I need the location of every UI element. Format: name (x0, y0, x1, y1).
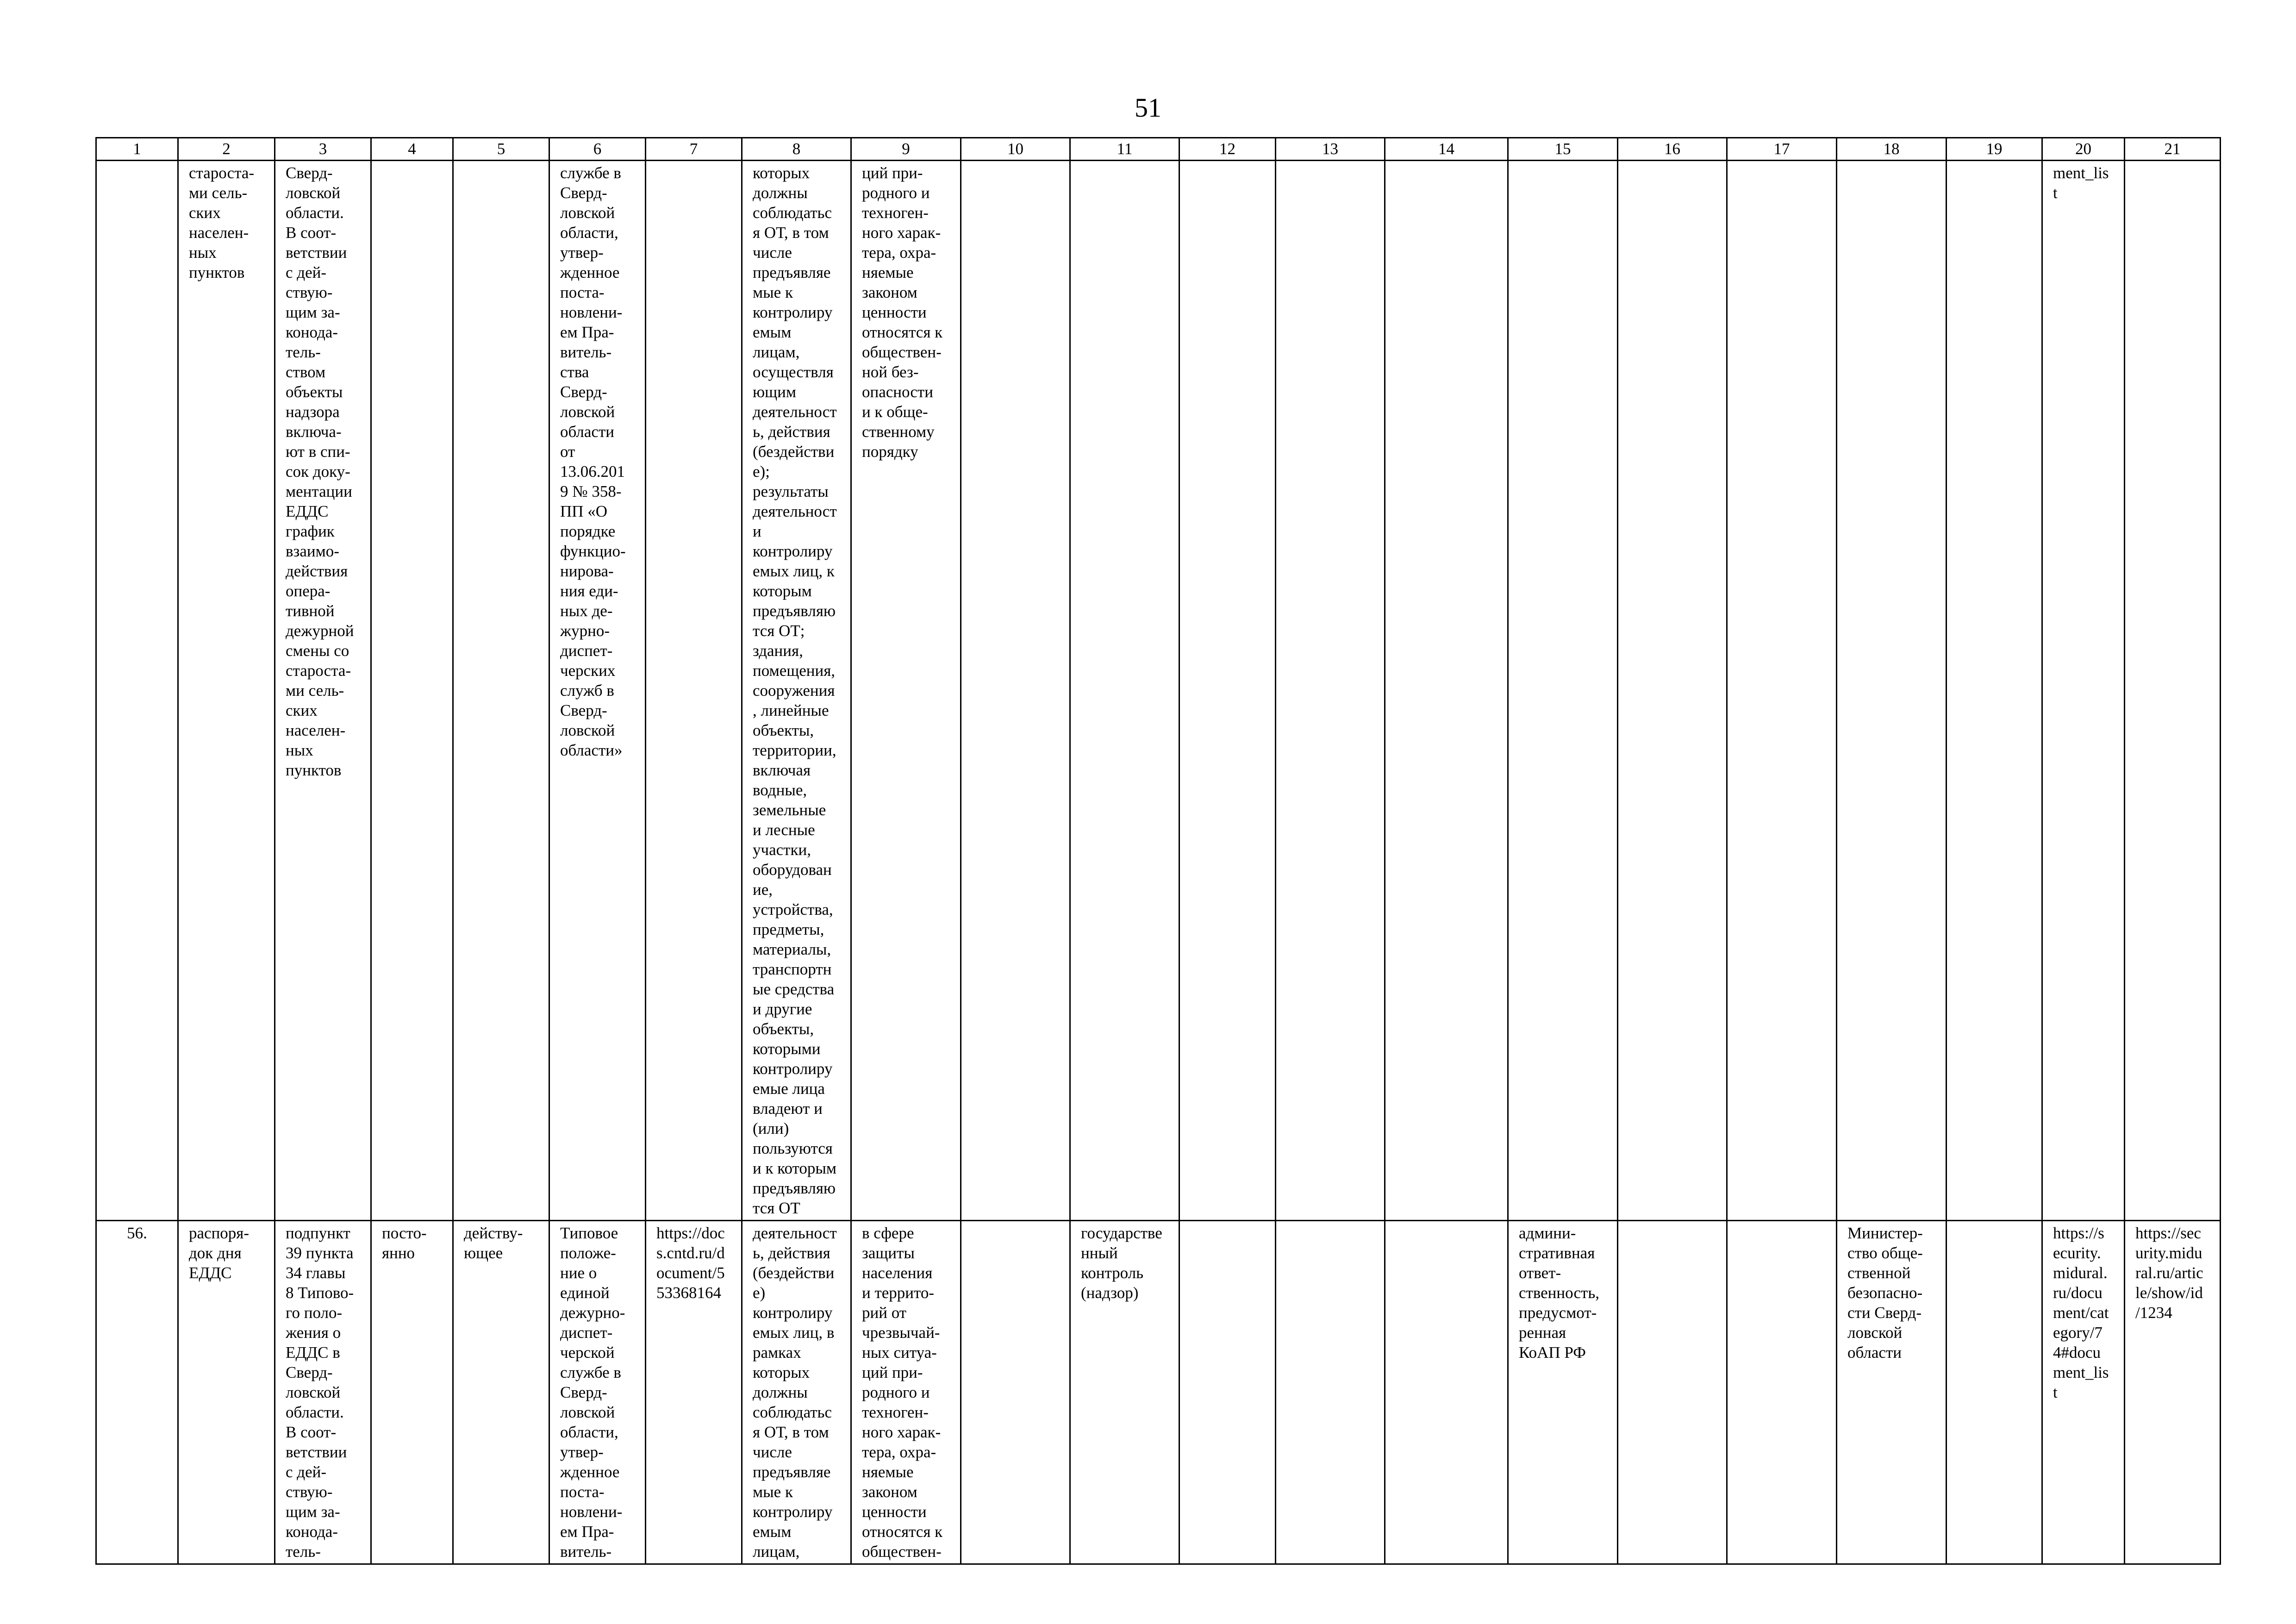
column-header: 18 (1837, 138, 1947, 161)
column-header: 8 (742, 138, 851, 161)
table-cell (1179, 1221, 1276, 1564)
table-cell (1618, 161, 1727, 1221)
column-header: 3 (275, 138, 371, 161)
table-cell: Типовое положе- ние о единой дежурно- диспет- черской службе в Сверд- ловской области, утвер- жденное поста- новлени- ем Пра- витель- (549, 1221, 646, 1564)
table-cell: посто- янно (371, 1221, 453, 1564)
column-header: 13 (1276, 138, 1385, 161)
table-cell: ment_lis t (2042, 161, 2125, 1221)
column-header: 9 (851, 138, 961, 161)
column-header: 14 (1385, 138, 1508, 161)
column-header: 10 (961, 138, 1070, 161)
table-cell: подпункт 39 пункта 34 главы 8 Типово- го поло- жения о ЕДДС в Сверд- ловской области. В соот- ветствии с дей- ствую- щим за- конода- тель- (275, 1221, 371, 1564)
table-cell (1947, 161, 2042, 1221)
table-cell: службе в Сверд- ловской области, утвер- жденное поста- новлени- ем Пра- витель- ства Сверд- ловской области от 13.06.201 9 № 358- ПП «О порядке функцио- нирова- ния еди- ных де- журно- диспет- черских служб в Сверд- ловской области» (549, 161, 646, 1221)
table-cell (453, 161, 549, 1221)
table-row (96, 1221, 2221, 1564)
table-cell: которых должны соблюдатьс я ОТ, в том числе предъявляе мые к контролиру емым лицам, осуществля ющим деятельност ь, действия (бездействи е); результаты деятельност и контролиру емых лиц, к которым предъявляю тся ОТ; здания, помещения, сооружения , линейные объекты, территории, включая водные, земельные и лесные участки, оборудован ие, устройства, предметы, материалы, транспортн ые средства и другие объекты, которыми контролиру емые лица владеют и (или) пользуются и к которым предъявляю тся ОТ (742, 161, 851, 1221)
table-cell (1276, 1221, 1385, 1564)
header-row (96, 138, 2221, 161)
registry-table (95, 137, 2221, 1565)
table-cell (1727, 1221, 1837, 1564)
column-header: 20 (2042, 138, 2125, 161)
column-header: 11 (1070, 138, 1179, 161)
table-cell (1385, 1221, 1508, 1564)
column-header: 5 (453, 138, 549, 161)
table-cell: ций при- родного и техноген- ного харак- тера, охра- няемые законом ценности относятся к обществен- ной без- опасности и к обще- ственному порядку (851, 161, 961, 1221)
table-cell: действу- ющее (453, 1221, 549, 1564)
table-cell (96, 161, 178, 1221)
document-link-cell[interactable]: https://sec urity.midu ral.ru/artic le/show/id /1234 (2125, 1221, 2221, 1564)
column-header: 17 (1727, 138, 1837, 161)
table-cell (1276, 161, 1385, 1221)
table-cell: админи- стративная ответ- ственность, предусмот- ренная КоАП РФ (1508, 1221, 1618, 1564)
table-row (96, 161, 2221, 1221)
table-cell: Министер- ство обще- ственной безопасно- сти Сверд- ловской области (1837, 1221, 1947, 1564)
column-header: 2 (178, 138, 275, 161)
table-cell (1837, 161, 1947, 1221)
page-number: 51 (1135, 93, 1161, 123)
column-header: 19 (1947, 138, 2042, 161)
table-cell: в сфере защиты населения и террито- рий от чрезвычай- ных ситуа- ций при- родного и техноген- ного харак- тера, охра- няемые законом ценности относятся к обществен- (851, 1221, 961, 1564)
column-header: 7 (646, 138, 742, 161)
document-link-cell[interactable]: https://s ecurity. midural. ru/docu ment/cat egory/7 4#docu ment_lis t (2042, 1221, 2125, 1564)
table-cell (1385, 161, 1508, 1221)
table-cell: деятельност ь, действия (бездействи е) контролиру емых лиц, в рамках которых должны соблюдатьс я ОТ, в том числе предъявляе мые к контролиру емым лицам, (742, 1221, 851, 1564)
column-header: 21 (2125, 138, 2221, 161)
table-cell (1179, 161, 1276, 1221)
document-link-cell[interactable]: https://doc s.cntd.ru/d ocument/5 53368164 (646, 1221, 742, 1564)
table-cell: староста- ми сель- ских населен- ных пунктов (178, 161, 275, 1221)
column-header: 12 (1179, 138, 1276, 161)
column-header: 15 (1508, 138, 1618, 161)
table-cell: Сверд- ловской области. В соот- ветствии с дей- ствую- щим за- конода- тель- ством объекты надзора включа- ют в спи- сок доку- ментации ЕДДС график взаимо- действия опера- тивной дежурной смены со староста- ми сель- ских населен- ных пунктов (275, 161, 371, 1221)
column-header: 1 (96, 138, 178, 161)
table-cell (1618, 1221, 1727, 1564)
table-cell: распоря- док дня ЕДДС (178, 1221, 275, 1564)
table-cell (1947, 1221, 2042, 1564)
table-cell (961, 161, 1070, 1221)
table-cell (961, 1221, 1070, 1564)
row-number-cell: 56. (96, 1221, 178, 1564)
column-header: 4 (371, 138, 453, 161)
table-cell: государстве нный контроль (надзор) (1070, 1221, 1179, 1564)
table-cell (1070, 161, 1179, 1221)
column-header: 16 (1618, 138, 1727, 161)
table-cell (646, 161, 742, 1221)
table-cell (2125, 161, 2221, 1221)
table-cell (1508, 161, 1618, 1221)
table-cell (371, 161, 453, 1221)
table-cell (1727, 161, 1837, 1221)
column-header: 6 (549, 138, 646, 161)
